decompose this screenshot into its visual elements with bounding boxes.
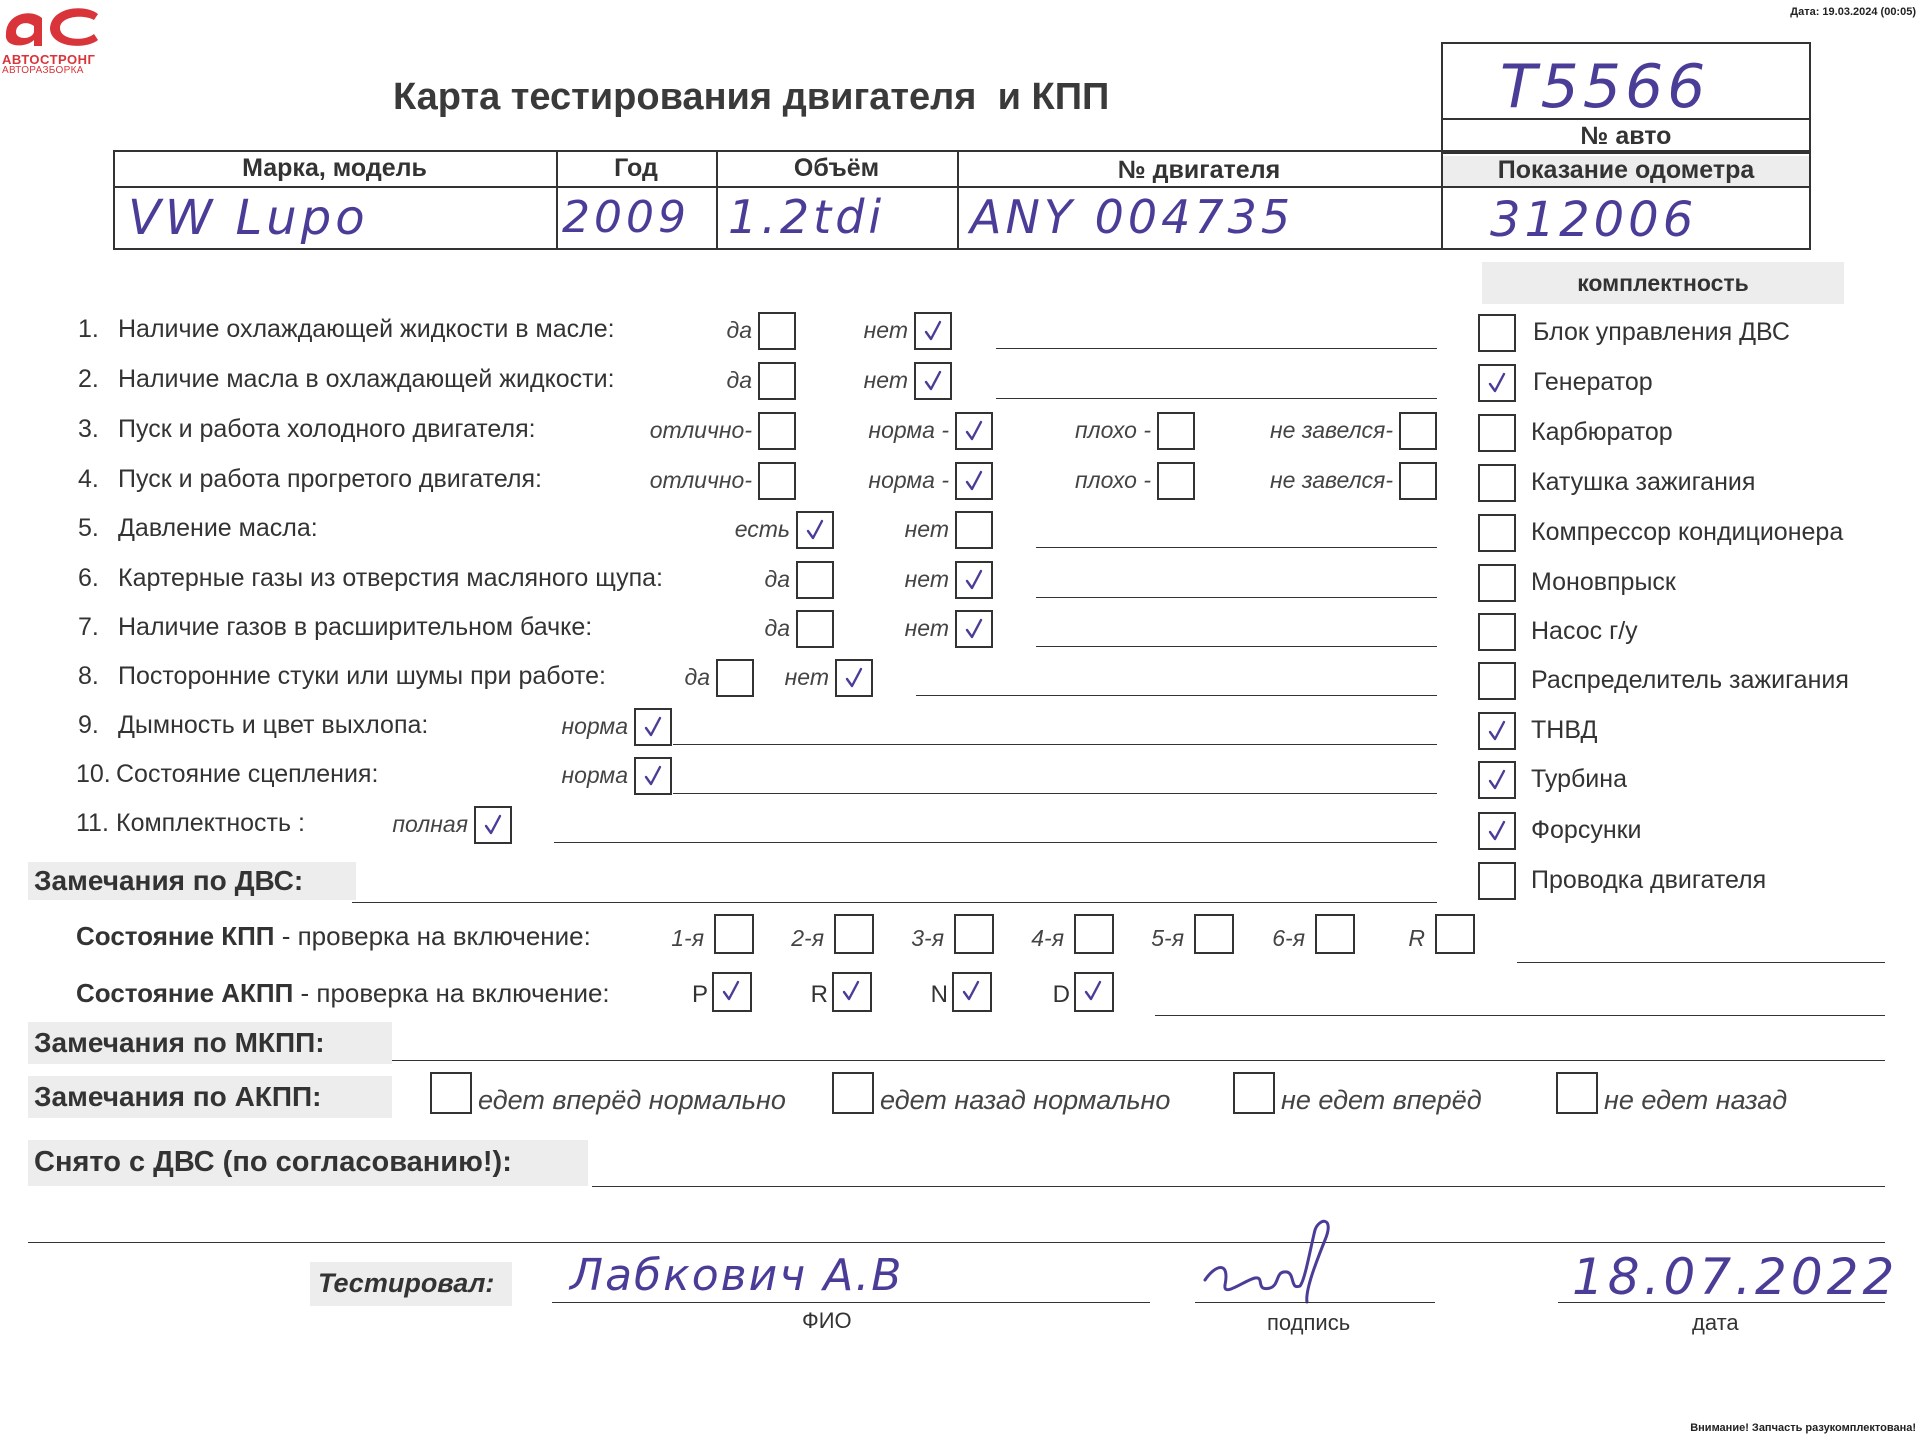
checklist-option-checkbox[interactable] [1157,412,1195,450]
kpp-gear-label: 6-я [1272,925,1305,951]
date-stamp: Дата: 19.03.2024 (00:05) [1790,6,1916,18]
checklist-item-label: Пуск и работа прогретого двигателя: [118,465,542,493]
checkmark-icon [962,980,980,1002]
auto-number-label: № авто [1580,122,1672,150]
checklist-option-checkbox[interactable] [634,757,672,795]
kpp-gear-checkbox[interactable] [1315,914,1355,954]
checklist-item-number: 4. [78,465,99,493]
checklist-option-checkbox[interactable] [796,511,834,549]
signature-line[interactable] [1195,1302,1435,1303]
checklist-option-label: да [726,367,752,393]
akpp-mode-label: N [930,981,948,1008]
checklist-option-checkbox[interactable] [914,312,952,350]
mkpp-remarks-label: Замечания по МКПП: [28,1022,392,1064]
checkmark-icon [845,667,863,689]
kpp-gear-label: R [1408,925,1425,951]
checklist-notes-line[interactable] [673,744,1437,745]
header-odometer: Показание одометра [1497,156,1755,184]
completeness-item-label: ТНВД [1531,716,1598,744]
checkmark-icon [924,370,942,392]
checklist-item-label: Наличие охлаждающей жидкости в масле: [118,315,615,343]
checklist-item-number: 8. [78,662,99,690]
kpp-label-bold: Состояние КПП [76,921,275,951]
akpp-mode-label: P [691,981,708,1008]
checklist-item-number: 5. [78,514,99,542]
checklist-option-label: норма - [868,467,949,493]
header-volume: Объём [793,154,880,182]
akpp-mode-label: D [1052,981,1070,1008]
completeness-checkbox[interactable] [1478,761,1516,799]
checkmark-icon [722,980,740,1002]
checklist-notes-line[interactable] [1036,646,1437,647]
checklist-option-label: нет [904,615,949,641]
checklist-notes-line[interactable] [916,695,1437,696]
checklist-option-checkbox[interactable] [796,561,834,599]
checkmark-icon [1488,820,1506,842]
completeness-checkbox[interactable] [1478,712,1516,750]
akpp-remark-label: не едет вперёд [1281,1085,1482,1115]
checklist-option-checkbox[interactable] [758,462,796,500]
signature [1195,1210,1375,1310]
checklist-option-checkbox[interactable] [474,806,512,844]
checklist-option-label: нет [863,317,908,343]
checklist-option-checkbox[interactable] [955,610,993,648]
completeness-item-label: Генератор [1533,368,1653,396]
completeness-checkbox[interactable] [1478,564,1516,602]
checklist-option-checkbox[interactable] [1157,462,1195,500]
checklist-option-label: да [764,566,790,592]
akpp-mode-checkbox[interactable] [952,972,992,1012]
tester-name: Лабкович А.В [570,1250,904,1301]
akpp-remark-checkbox[interactable] [1233,1072,1275,1114]
akpp-remark-checkbox[interactable] [1556,1072,1598,1114]
checklist-item-label: Комплектность : [116,809,305,837]
header-year: Год [614,154,658,182]
checklist-option-checkbox[interactable] [955,412,993,450]
completeness-item-label: Моновпрыск [1531,568,1676,596]
kpp-gear-label: 2-я [791,925,824,951]
checklist-option-checkbox[interactable] [955,462,993,500]
checklist-item-number: 3. [78,415,99,443]
checklist-item-label: Картерные газы из отверстия масляного щупа: [118,564,663,592]
akpp-label-bold: Состояние АКПП [76,978,294,1008]
checklist-option-checkbox[interactable] [955,511,993,549]
checklist-option-checkbox[interactable] [758,412,796,450]
checklist-option-label: да [726,317,752,343]
value-brand: VW Lupo [128,190,369,246]
checklist-option-label: полная [392,811,468,837]
checkmark-icon [1084,980,1102,1002]
completeness-checkbox[interactable] [1478,314,1516,352]
checklist-option-checkbox[interactable] [758,362,796,400]
value-engine: ANY 004735 [970,190,1295,244]
checklist-notes-line[interactable] [554,842,1437,843]
akpp-remark-checkbox[interactable] [430,1072,472,1114]
removed-label: Снято с ДВС (по согласованию!): [34,1146,512,1178]
checklist-option-label: нет [904,516,949,542]
akpp-remark-label: едет назад нормально [880,1085,1171,1115]
akpp-mode-checkbox[interactable] [1074,972,1114,1012]
akpp-remark-label: едет вперёд нормально [478,1085,786,1115]
checklist-option-checkbox[interactable] [835,659,873,697]
checkmark-icon [484,814,502,836]
value-odometer: 312006 [1490,192,1698,248]
checklist-item-number: 10. [76,760,111,788]
akpp-remark-label: не едет назад [1604,1085,1788,1115]
completeness-item-label: Карбюратор [1531,418,1673,446]
auto-number-value: T5566 [1500,52,1710,122]
checklist-option-label: норма [561,713,628,739]
completeness-item-label: Катушка зажигания [1531,468,1756,496]
name-line[interactable] [552,1302,1150,1303]
kpp-gear-label: 1-я [671,925,704,951]
checkmark-icon [965,420,983,442]
akpp-notes-line[interactable] [1155,1015,1885,1016]
kpp-notes-line[interactable] [1517,962,1885,963]
checklist-option-label: отлично- [649,417,752,443]
checkmark-icon [965,569,983,591]
checklist-option-checkbox[interactable] [1399,462,1437,500]
completeness-checkbox[interactable] [1478,414,1516,452]
checkmark-icon [1488,372,1506,394]
checklist-option-checkbox[interactable] [1399,412,1437,450]
checklist-item-number: 11. [76,809,109,837]
checklist-item-number: 7. [78,613,99,641]
kpp-gear-checkbox[interactable] [1194,914,1234,954]
header-brand: Марка, модель [242,154,427,182]
completeness-item-label: Форсунки [1531,816,1642,844]
value-year: 2009 [562,192,690,243]
checklist-notes-line[interactable] [996,398,1437,399]
checklist-notes-line[interactable] [1036,547,1437,548]
checklist-item-number: 9. [78,711,99,739]
engine-remarks-line[interactable] [352,902,1437,903]
completeness-item-label: Турбина [1531,765,1627,793]
footer-warning: Внимание! Запчасть разукомплектована! [1690,1422,1916,1434]
checklist-item-number: 6. [78,564,99,592]
akpp-remarks-label: Замечания по АКПП: [28,1076,392,1118]
checklist-option-label: плохо - [1075,417,1151,443]
completeness-checkbox[interactable] [1478,812,1516,850]
kpp-label [76,921,591,952]
completeness-checkbox[interactable] [1478,464,1516,502]
completeness-checkbox[interactable] [1478,662,1516,700]
kpp-label-rest: - проверка на включение: [274,921,591,951]
kpp-gear-label: 5-я [1151,925,1184,951]
checkmark-icon [965,618,983,640]
checklist-option-checkbox[interactable] [796,610,834,648]
checklist-item-number: 1. [78,315,99,343]
checklist-notes-line[interactable] [673,793,1437,794]
checklist-item-number: 2. [78,365,99,393]
checklist-option-checkbox[interactable] [716,659,754,697]
completeness-item-label: Насос г/у [1531,617,1638,645]
page-title: Карта тестирования двигателя и КПП [393,76,1110,118]
akpp-mode-checkbox[interactable] [712,972,752,1012]
checklist-item-label: Дымность и цвет выхлопа: [118,711,429,739]
checklist-option-label: не завелся- [1269,417,1393,443]
mkpp-remarks-line[interactable] [392,1060,1885,1061]
completeness-checkbox[interactable] [1478,364,1516,402]
checklist-item-label: Давление масла: [118,514,318,542]
checkmark-icon [1488,769,1506,791]
checklist-option-checkbox[interactable] [758,312,796,350]
header-engine: № двигателя [1117,156,1281,184]
kpp-gear-label: 3-я [911,925,944,951]
checkmark-icon [1488,720,1506,742]
checklist-option-checkbox[interactable] [634,708,672,746]
tested-label: Тестировал: [318,1268,495,1298]
checklist-option-label: нет [784,664,829,690]
checklist-item-label: Наличие газов в расширительном бачке: [118,613,593,641]
kpp-gear-label: 4-я [1031,925,1064,951]
akpp-mode-label: R [810,981,828,1008]
checkmark-icon [965,470,983,492]
completeness-item-label: Компрессор кондиционера [1531,518,1844,546]
checklist-item-label: Наличие масла в охлаждающей жидкости: [118,365,615,393]
logo-sub: АВТОРАЗБОРКА [2,65,84,76]
date-caption: дата [1692,1310,1739,1335]
completeness-checkbox[interactable] [1478,862,1516,900]
checkmark-icon [644,765,662,787]
completeness-checkbox[interactable] [1478,613,1516,651]
checklist-notes-line[interactable] [996,348,1437,349]
checklist-item-label: Посторонние стуки или шумы при работе: [118,662,606,690]
checklist-option-label: да [684,664,710,690]
engine-remarks-label: Замечания по ДВС: [28,862,356,900]
kpp-gear-checkbox[interactable] [834,914,874,954]
kpp-gear-checkbox[interactable] [1435,914,1475,954]
checklist-option-label: есть [734,516,790,542]
checklist-option-checkbox[interactable] [955,561,993,599]
checklist-option-label: да [764,615,790,641]
logo-name: АВТОСТРОНГ [2,52,96,67]
kpp-gear-checkbox[interactable] [714,914,754,954]
value-volume: 1.2tdi [728,190,886,244]
checklist-item-label: Состояние сцепления: [116,760,379,788]
date-line[interactable] [1558,1302,1885,1303]
checklist-option-label: норма [561,762,628,788]
completeness-item-label: Проводка двигателя [1531,866,1767,894]
test-date: 18.07.2022 [1572,1248,1899,1306]
checklist-option-label: норма - [868,417,949,443]
completeness-checkbox[interactable] [1478,514,1516,552]
checkmark-icon [806,519,824,541]
checkmark-icon [842,980,860,1002]
checklist-option-checkbox[interactable] [914,362,952,400]
removed-line-1[interactable] [592,1186,1885,1187]
checklist-option-label: не завелся- [1269,467,1393,493]
akpp-label [76,978,610,1009]
autostrong-logo [0,0,100,50]
checklist-notes-line[interactable] [1036,597,1437,598]
checklist-option-label: нет [863,367,908,393]
akpp-remark-checkbox[interactable] [832,1072,874,1114]
checkmark-icon [644,716,662,738]
checklist-item-label: Пуск и работа холодного двигателя: [118,415,536,443]
checklist-option-label: нет [904,566,949,592]
akpp-mode-checkbox[interactable] [832,972,872,1012]
checkmark-icon [924,320,942,342]
checklist-option-label: отлично- [649,467,752,493]
removed-line-2[interactable] [28,1242,1885,1243]
completeness-item-label: Распределитель зажигания [1531,666,1849,694]
name-caption: ФИО [802,1308,852,1333]
completeness-title: комплектность [1482,262,1844,304]
kpp-gear-checkbox[interactable] [1074,914,1114,954]
akpp-label-rest: - проверка на включение: [293,978,610,1008]
kpp-gear-checkbox[interactable] [954,914,994,954]
signature-caption: подпись [1267,1310,1351,1335]
checklist-option-label: плохо - [1075,467,1151,493]
completeness-item-label: Блок управления ДВС [1533,318,1790,346]
